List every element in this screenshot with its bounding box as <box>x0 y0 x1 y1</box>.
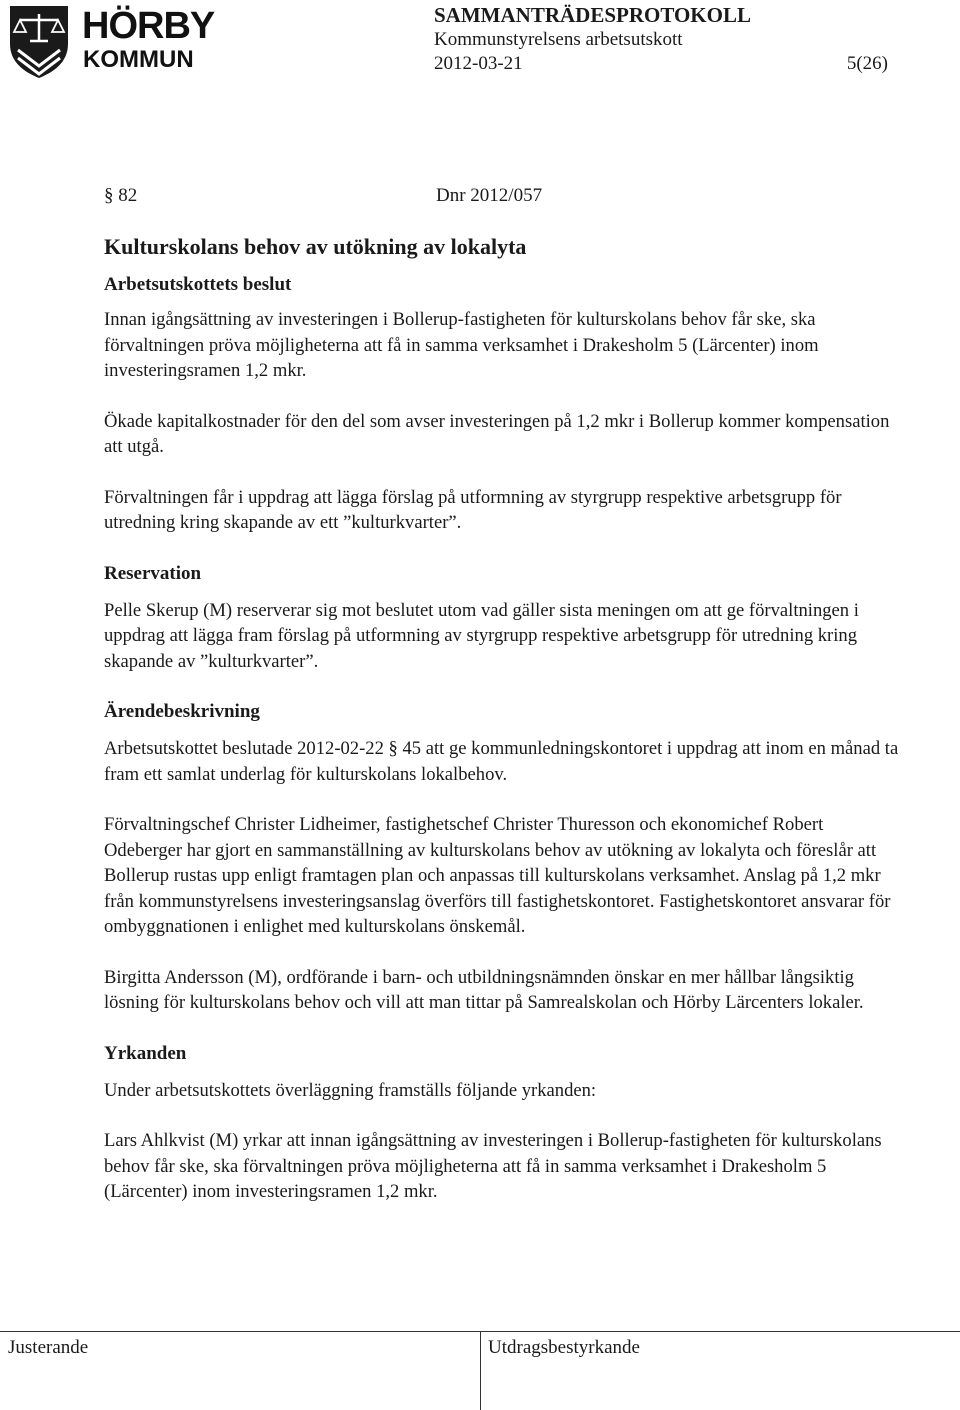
section-title: Kulturskolans behov av utökning av lokalyta <box>104 234 527 259</box>
municipality-logo <box>8 4 215 82</box>
body-paragraph: Ökade kapitalkostnader för den del som avser investeringen på 1,2 mkr i Bollerup kommer kompensation att utgå. <box>104 410 890 457</box>
coat-of-arms-icon <box>8 4 70 80</box>
section-heading: Ärendebeskrivning <box>104 701 260 722</box>
paragraph-number: § 82 <box>104 185 138 206</box>
section-heading: Arbetsutskottets beslut <box>104 274 292 295</box>
footer-certification-label: Utdragsbestyrkande <box>488 1337 640 1358</box>
meeting-date: 2012-03-21 <box>434 53 523 74</box>
body-paragraph: Förvaltningschef Christer Lidheimer, fastighetschef Christer Thuresson och ekonomichef Robert Odeberger har gjort en sammanställning av kulturskolans behov av utökning av lokalyta och föreslår att Bollerup rustas upp enligt framtagen plan och anpassas till kulturskolans verksamhet. Anslag på 1,2 mkr från kommunstyrelsens investeringsanslag överförs till fastighetskontoret. Fastighetskontoret ansvarar för ombyggnationen i enlighet med kulturskolans önskemål. <box>104 814 891 937</box>
section-heading: Reservation <box>104 562 202 584</box>
footer-column-divider <box>480 1331 481 1410</box>
section-heading: Yrkanden <box>104 1042 187 1064</box>
logo-subword: KOMMUN <box>83 46 194 73</box>
case-number: Dnr 2012/057 <box>436 185 543 206</box>
logo-wordmark: HÖRBY <box>82 5 215 47</box>
document-type: SAMMANTRÄDESPROTOKOLL <box>434 3 751 27</box>
body-paragraph: Innan igångsättning av investeringen i Bollerup-fastigheten för kulturskolans behov får ske, ska förvaltningen pröva möjligheterna att få in samma verksamhet i Drakesholm 5 (Lärcenter) inom investeringsramen 1,2 mkr. <box>104 309 819 381</box>
body-paragraph: Arbetsutskottet beslutade 2012-02-22 § 45 att ge kommunledningskontoret i uppdrag att inom en månad ta fram ett samlat underlag för kulturskolans lokalbehov. <box>104 738 899 785</box>
body-paragraph: Under arbetsutskottets överläggning framställs följande yrkanden: <box>104 1079 597 1101</box>
document-body <box>104 272 904 1205</box>
body-paragraph: Lars Ahlkvist (M) yrkar att innan igångsättning av investeringen i Bollerup-fastigheten för kulturskolans behov får ske, ska förvaltningen pröva möjligheterna att få in samma verksamhet i Drakesholm 5 (Lärcenter) inom investeringsramen 1,2 mkr. <box>104 1130 882 1202</box>
body-paragraph: Förvaltningen får i uppdrag att lägga förslag på utformning av styrgrupp respektive arbetsgrupp för utredning kring skapande av ett ”kulturkvarter”. <box>104 486 842 533</box>
committee-name: Kommunstyrelsens arbetsutskott <box>434 29 683 50</box>
page-number: 5(26) <box>846 53 888 74</box>
body-paragraph: Birgitta Andersson (M), ordförande i barn- och utbildningsnämnden önskar en mer hållbar långsiktig lösning för kulturskolans behov och vill att man tittar på Samrealskolan och Hörby Lärcenters lokaler. <box>104 966 864 1013</box>
footer-signature-label: Justerande <box>8 1337 89 1358</box>
body-paragraph: Pelle Skerup (M) reserverar sig mot beslutet utom vad gäller sista meningen om att ge förvaltningen i uppdrag att lägga fram förslag på utformning av styrgrupp respektive arbetsgrupp för utredning kring skapande av ”kulturkvarter”. <box>104 599 859 672</box>
